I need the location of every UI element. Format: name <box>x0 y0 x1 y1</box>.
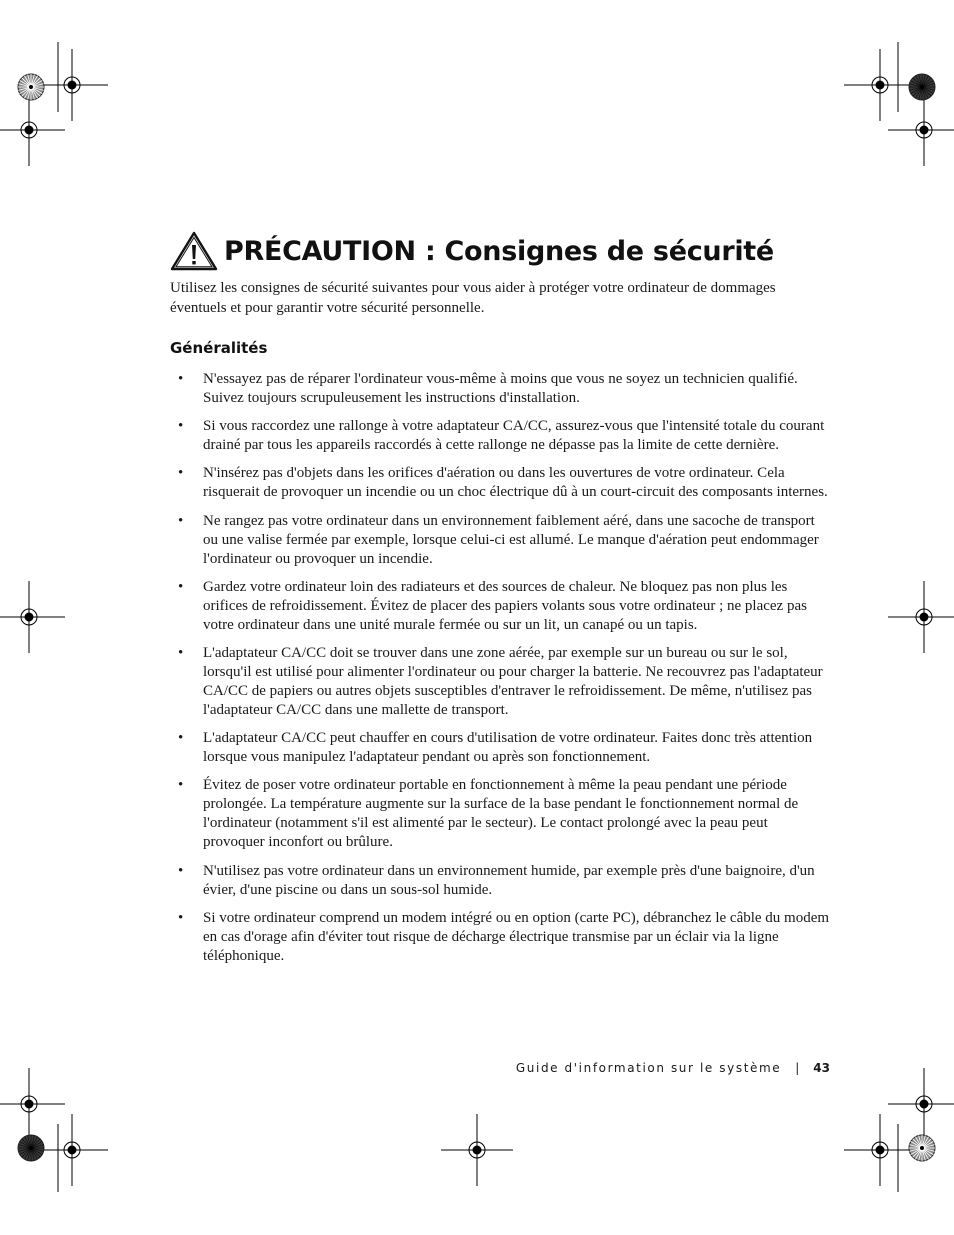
bullet-icon: • <box>178 418 184 435</box>
page-number: 43 <box>813 1061 830 1075</box>
starburst-mark <box>909 1135 935 1161</box>
page-title: PRÉCAUTION : Consignes de sécurité <box>224 235 774 267</box>
intro-paragraph: Utilisez les consignes de sécurité suivantes pour vous aider à protéger votre ordinateur de dommages éventuels et pour garantir votre sécurité personnelle. <box>170 280 776 316</box>
list-item-text: Ne rangez pas votre ordinateur dans un environnement faiblement aéré, dans une sacoche de transport ou une valise fermée par exemple, lorsque celui-ci est allumé. Le manque d'aération peut endommager l'ordinateur ou provoquer un incendie. <box>203 512 819 567</box>
list-item <box>170 512 830 569</box>
footer-title: Guide d'information sur le système <box>515 1061 782 1075</box>
bullet-icon: • <box>178 371 184 387</box>
list-item-text: Si vous raccordez une rallonge à votre adaptateur CA/CC, assurez-vous que l'intensité totale du courant drainé par tous les appareils raccordés à cette rallonge ne dépasse pas la limite de cette dernière. <box>203 418 825 454</box>
bullet-icon: • <box>178 578 184 595</box>
safety-list <box>170 370 830 975</box>
crosshair-mark <box>844 1114 916 1186</box>
footer-separator: | <box>795 1061 800 1075</box>
crosshair-mark <box>0 1068 65 1140</box>
list-item <box>170 729 830 767</box>
crosshair-mark <box>0 94 65 166</box>
list-item <box>170 862 830 900</box>
crosshair-mark <box>36 1114 108 1186</box>
section-title: Généralités <box>170 339 268 357</box>
list-item-text: Gardez votre ordinateur loin des radiateurs et des sources de chaleur. Ne bloquez pas non plus les orifices de refroidissement. Évitez de placer des papiers volants sous votre ordinateur ; ne placez pas votre ordinateur dans une unité murale fermée ou sur un lit, un canapé ou un tapis. <box>203 578 807 633</box>
list-item-text: L'adaptateur CA/CC doit se trouver dans une zone aérée, par exemple sur un bureau ou sur le sol, lorsqu'il est utilisé pour alimenter l'ordinateur ou pour charger la batterie. Ne recouvrez pas l'adaptateur CA/CC de papiers ou autres objets susceptibles d'entraver le refroidissement. De même, n'utilisez pas l'adaptateur CA/CC dans une mallette de transport. <box>203 644 823 718</box>
bullet-icon: • <box>178 862 184 879</box>
warning-triangle-icon <box>170 231 218 271</box>
crosshair-mark <box>441 1114 513 1186</box>
page-footer <box>480 1061 830 1075</box>
list-item-text: N'essayez pas de réparer l'ordinateur vous-même à moins que vous ne soyez un technicien qualifié. Suivez toujours scrupuleusement les instructions d'installation. <box>203 371 798 406</box>
list-item-text: N'utilisez pas votre ordinateur dans un environnement humide, par exemple près d'une baignoire, d'un évier, d'une piscine ou dans un sous-sol humide. <box>203 862 815 898</box>
list-item <box>170 370 830 408</box>
bullet-icon: • <box>178 730 184 747</box>
crosshair-mark <box>36 49 108 121</box>
list-item-text: N'insérez pas d'objets dans les orifices d'aération ou dans les ouvertures de votre ordinateur. Cela risquerait de provoquer un incendie ou un choc électrique dû à un court-circuit des composants internes. <box>203 465 828 501</box>
page-heading <box>170 229 830 273</box>
crosshair-mark <box>844 49 916 121</box>
list-item <box>170 578 830 635</box>
crosshair-mark <box>888 581 954 653</box>
list-item <box>170 464 830 502</box>
list-item <box>170 417 830 455</box>
list-item <box>170 644 830 720</box>
starburst-mark <box>18 74 44 100</box>
list-item-text: L'adaptateur CA/CC peut chauffer en cours d'utilisation de votre ordinateur. Faites donc très attention lorsque vous manipulez l'adaptateur pendant ou après son fonctionnement. <box>203 730 813 766</box>
starburst-mark <box>18 1135 44 1161</box>
crosshair-mark <box>0 581 65 653</box>
list-item-text: Si votre ordinateur comprend un modem intégré ou en option (carte PC), débranchez le câble du modem en cas d'orage afin d'éviter tout risque de décharge électrique transmise par un éclair via la ligne téléphonique. <box>203 909 830 964</box>
list-item <box>170 909 830 966</box>
bullet-icon: • <box>178 777 184 794</box>
bullet-icon: • <box>178 465 184 482</box>
bullet-icon: • <box>178 909 184 926</box>
bullet-icon: • <box>178 644 184 661</box>
starburst-mark <box>909 74 935 100</box>
bullet-icon: • <box>178 512 184 529</box>
list-item-text: Évitez de poser votre ordinateur portable en fonctionnement à même la peau pendant une période prolongée. La température augmente sur la surface de la base pendant le fonctionnement normal de l'ordinateur (notamment s'il est alimenté par le secteur). Le contact prolongé avec la peau peut provoquer inconfort ou brûlure. <box>203 777 799 851</box>
list-item <box>170 776 830 852</box>
